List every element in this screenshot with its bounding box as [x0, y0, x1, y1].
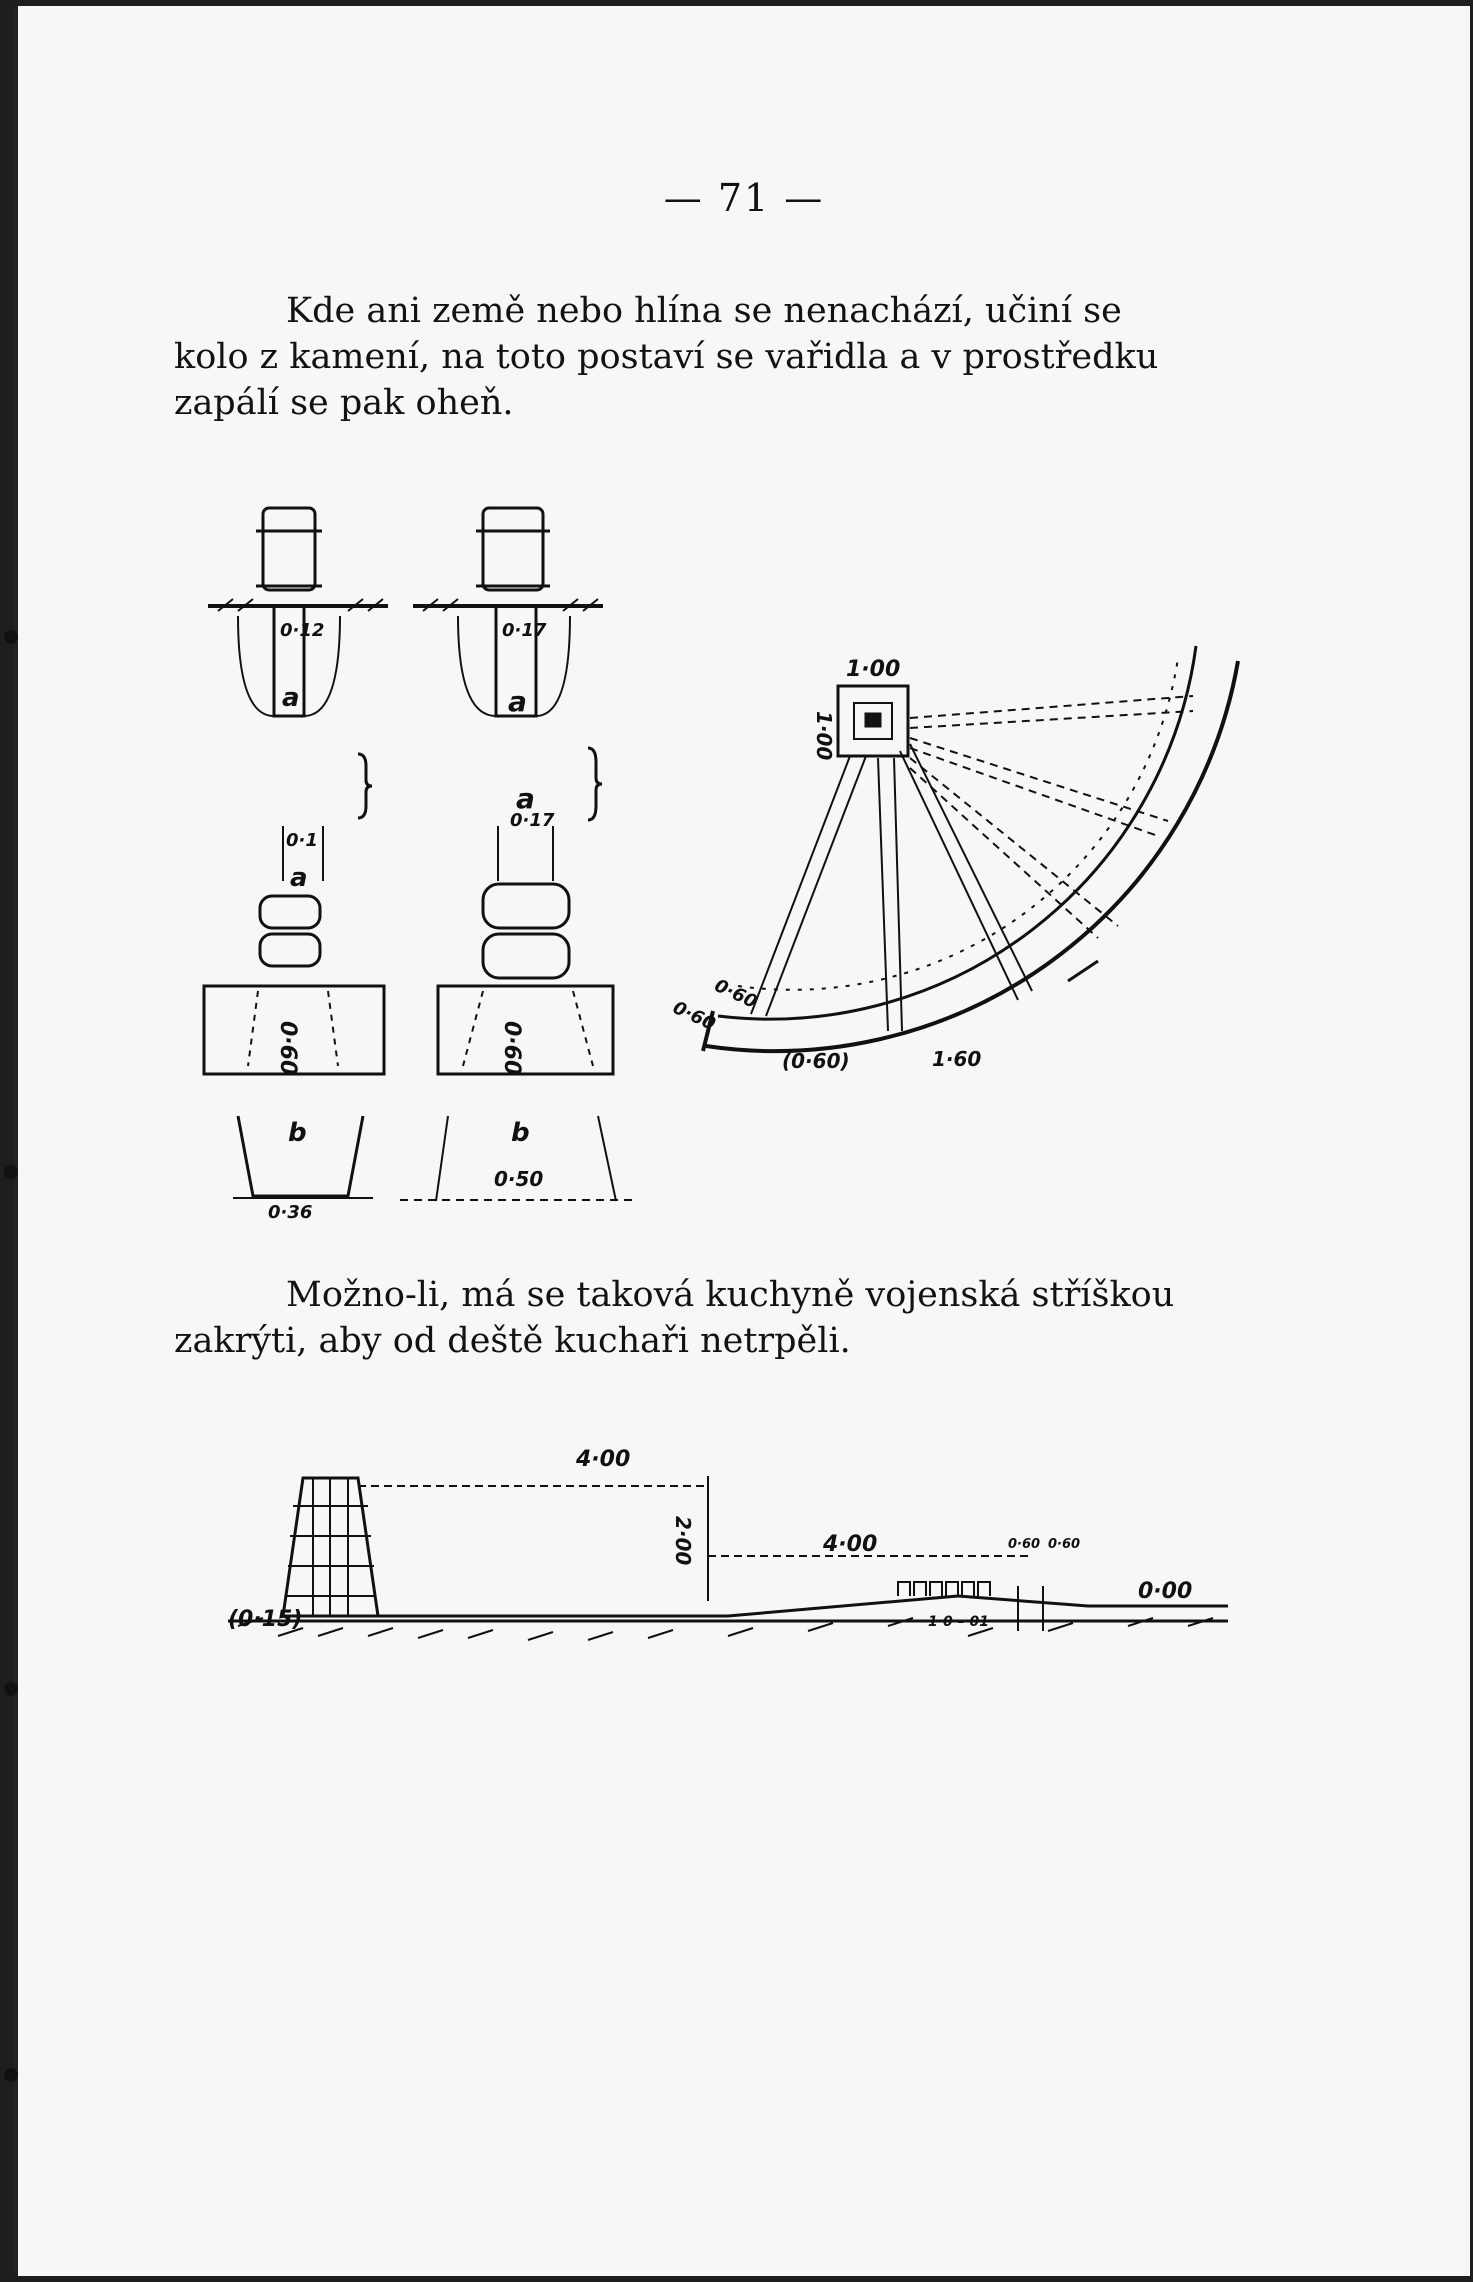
plan-side-label: 1·00: [812, 711, 836, 761]
profile-left-label: (0·15): [228, 1607, 303, 1632]
profile-ground-label: 1·0 – 01: [928, 1614, 990, 1630]
paragraph-line: Možno-li, má se taková kuchyně vojenská stříškou: [286, 1275, 1175, 1315]
profile-height-label: 2·00: [671, 1516, 695, 1566]
binding-mark: [4, 630, 18, 644]
figure-kitchen-profile: [208, 1426, 1258, 1686]
plan-arc-d-label: 1·60: [932, 1047, 982, 1071]
left-width-label: 0·1: [286, 830, 318, 851]
paragraph-line: Kde ani země nebo hlína se nenachází, učiní se: [286, 291, 1122, 331]
right-a-top-label: a: [508, 685, 527, 718]
paragraph-line: zapálí se pak oheň.: [174, 383, 514, 423]
page-number: — 71 —: [663, 176, 825, 220]
paragraph-line: kolo z kamení, na toto postaví se vařidla a v prostředku: [174, 337, 1159, 377]
paragraph-line: zakrýti, aby od deště kuchaři netrpěli.: [174, 1321, 851, 1361]
figure-kitchen-profile-drawing: [208, 1426, 1258, 1686]
left-base-label: 0·36: [268, 1202, 313, 1223]
right-b-label: b: [511, 1118, 530, 1148]
binding-mark: [4, 1682, 18, 1696]
profile-right-label: 0·00: [1138, 1579, 1193, 1604]
right-depth-label: 0·17: [502, 620, 547, 641]
right-base-label: 0·50: [494, 1167, 544, 1191]
profile-small-b-label: 0·60: [1048, 1537, 1081, 1552]
profile-width-mid-label: 4·00: [823, 1532, 878, 1557]
plan-arc-c-label: (0·60): [782, 1049, 850, 1073]
figure-kitchen-sections: [198, 486, 1248, 1226]
profile-small-a-label: 0·60: [1008, 1537, 1041, 1552]
binding-mark: [4, 1165, 18, 1179]
paragraph-stone-ring: [174, 288, 1228, 426]
left-b-label: b: [288, 1118, 307, 1148]
left-depth-label: 0·12: [280, 620, 325, 641]
plan-arc-a-label: 0·60: [711, 975, 761, 1013]
binding-mark: [4, 2068, 18, 2082]
plan-top-label: 1·00: [846, 657, 901, 682]
left-a-top-label: a: [282, 683, 300, 713]
right-a-mid-label: a: [516, 782, 535, 815]
profile-width-top-label: 4·00: [576, 1447, 631, 1472]
right-width-label: 0·17: [510, 810, 555, 831]
right-dim-label: 0·60: [499, 1021, 524, 1076]
plan-arc-b-label: 0·60: [669, 997, 719, 1036]
book-page: [14, 6, 1470, 2276]
left-dim-label: 0·60: [275, 1021, 300, 1076]
left-a-mid-label: a: [290, 863, 308, 893]
figure-kitchen-sections-drawing: [198, 486, 1248, 1226]
paragraph-roof: [174, 1272, 1228, 1364]
